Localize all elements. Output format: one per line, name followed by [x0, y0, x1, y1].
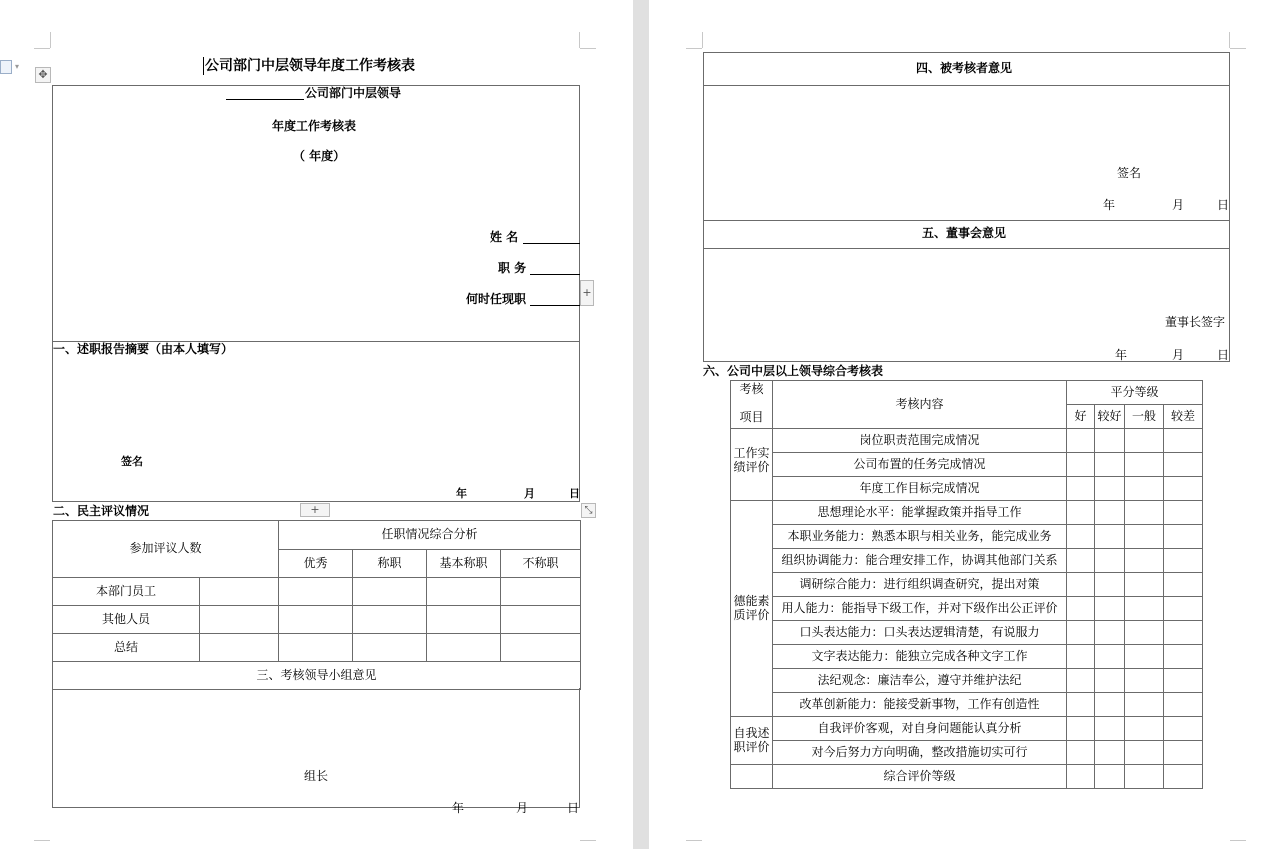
- final-row-label: 综合评价等级: [773, 765, 1067, 789]
- table-cell[interactable]: [1164, 645, 1203, 669]
- section5-year: 年: [1115, 348, 1128, 362]
- cover-line2: 年度工作考核表: [272, 119, 357, 133]
- table-cell[interactable]: [1164, 477, 1203, 501]
- section3-year: 年: [452, 801, 465, 815]
- document-icon[interactable]: [0, 60, 12, 74]
- crop-mark: [580, 840, 596, 841]
- page-gutter: [633, 0, 649, 849]
- section3-leader: 组长: [304, 769, 329, 783]
- group-label-line2: 绩评价: [733, 459, 770, 474]
- section1-title: 一、述职报告摘要（由本人填写）: [53, 342, 234, 356]
- section4-sign: 签名: [1117, 166, 1142, 180]
- table-cell[interactable]: [1164, 717, 1203, 741]
- since-field[interactable]: [530, 305, 580, 306]
- crop-mark: [34, 48, 50, 49]
- chevron-down-icon[interactable]: ▾: [15, 62, 20, 71]
- section6-title: 六、公司中层以上领导综合考核表: [703, 364, 884, 378]
- content-header: 考核内容: [773, 381, 1067, 429]
- section4-year: 年: [1103, 198, 1116, 212]
- section5-sign: 董事长签字: [1165, 315, 1226, 329]
- grade-level-header: 平分等级: [1067, 381, 1203, 405]
- table-cell[interactable]: [1125, 717, 1164, 741]
- table-cell[interactable]: [1125, 453, 1164, 477]
- table-cell[interactable]: [1095, 717, 1125, 741]
- criteria-item: 对今后努力方向明确，整改措施切实可行: [773, 741, 1067, 765]
- criteria-item: 改革创新能力：能接受新事物，工作有创造性: [773, 693, 1067, 717]
- table-cell[interactable]: [1067, 765, 1095, 789]
- table-cell[interactable]: [1067, 453, 1095, 477]
- table-cell[interactable]: [1125, 477, 1164, 501]
- row-label: 其他人员: [53, 606, 200, 634]
- table-cell[interactable]: [1164, 765, 1203, 789]
- group-label-line2: 职评价: [733, 739, 770, 754]
- group-label-line2: 质评价: [733, 607, 770, 622]
- section3-day: 日: [567, 801, 580, 815]
- add-column-button[interactable]: +: [580, 280, 594, 306]
- table-cell[interactable]: [1067, 669, 1095, 693]
- section5-month: 月: [1172, 348, 1185, 362]
- section5-day: 日: [1217, 348, 1230, 362]
- table-cell[interactable]: [1067, 429, 1095, 453]
- table-cell[interactable]: [501, 578, 581, 606]
- table-cell[interactable]: [1125, 741, 1164, 765]
- table-cell[interactable]: [1095, 669, 1125, 693]
- table-cell[interactable]: [1125, 765, 1164, 789]
- table-cell[interactable]: [1067, 717, 1095, 741]
- table-cell[interactable]: [1067, 597, 1095, 621]
- table-cell[interactable]: [1125, 621, 1164, 645]
- table-cell[interactable]: [1164, 693, 1203, 717]
- section5-box: [703, 220, 1230, 362]
- section3-date-clip: [440, 799, 580, 815]
- table-cell[interactable]: [1095, 477, 1125, 501]
- grade-header: 不称职: [501, 550, 581, 578]
- table-cell[interactable]: [1095, 501, 1125, 525]
- table-cell[interactable]: [200, 578, 279, 606]
- table-cell[interactable]: [1095, 645, 1125, 669]
- crop-mark: [1230, 840, 1246, 841]
- table-cell[interactable]: [1067, 573, 1095, 597]
- crop-mark: [686, 840, 702, 841]
- table-cell[interactable]: [1095, 549, 1125, 573]
- table-cell[interactable]: [279, 578, 353, 606]
- table-cell[interactable]: [1095, 597, 1125, 621]
- table-cell[interactable]: [1125, 549, 1164, 573]
- item-header: [731, 381, 773, 429]
- grade-header: 称职: [353, 550, 427, 578]
- table-cell[interactable]: [279, 606, 353, 634]
- table-cell[interactable]: [1095, 453, 1125, 477]
- table-cell[interactable]: [1125, 501, 1164, 525]
- section1-month: 月: [524, 487, 535, 500]
- position-field[interactable]: [530, 274, 580, 275]
- section4-day: 日: [1217, 198, 1230, 212]
- group-label: [731, 717, 773, 765]
- table-cell[interactable]: [1095, 741, 1125, 765]
- criteria-item: 自我评价客观，对自身问题能认真分析: [773, 717, 1067, 741]
- section2-title: 二、民主评议情况: [53, 504, 150, 518]
- table-cell[interactable]: [1125, 669, 1164, 693]
- table-cell[interactable]: [1164, 501, 1203, 525]
- group-label: [731, 501, 773, 717]
- table-cell[interactable]: [1164, 525, 1203, 549]
- group-label: [731, 429, 773, 501]
- crop-mark: [34, 840, 50, 841]
- evaluation-table: [52, 520, 581, 690]
- table-cell[interactable]: [1067, 525, 1095, 549]
- row-label: 总结: [53, 634, 200, 662]
- analysis-header: 任职情况综合分析: [279, 521, 581, 550]
- grade-header: 较好: [1095, 405, 1125, 429]
- table-cell[interactable]: [501, 606, 581, 634]
- table-cell[interactable]: [1164, 741, 1203, 765]
- table-cell[interactable]: [1095, 693, 1125, 717]
- section5-title: 五、董事会意见: [922, 226, 1007, 240]
- resize-table-icon[interactable]: ⤡: [581, 503, 596, 518]
- criteria-item: 公司布置的任务完成情况: [773, 453, 1067, 477]
- grade-header: 优秀: [279, 550, 353, 578]
- section4-month: 月: [1172, 198, 1185, 212]
- text-cursor: [203, 57, 204, 75]
- since-label: 何时任现职: [466, 292, 527, 306]
- criteria-item: 口头表达能力：口头表达逻辑清楚，有说服力: [773, 621, 1067, 645]
- section4-title: 四、被考核者意见: [916, 61, 1013, 75]
- document-title: 公司部门中层领导年度工作考核表: [205, 58, 415, 74]
- crop-mark: [579, 32, 580, 48]
- grade-header: 一般: [1125, 405, 1164, 429]
- table-cell[interactable]: [200, 634, 279, 662]
- table-cell[interactable]: [1067, 741, 1095, 765]
- name-label: 姓 名: [490, 230, 519, 244]
- table-cell[interactable]: [1095, 765, 1125, 789]
- criteria-item: 思想理论水平：能掌握政策并指导工作: [773, 501, 1067, 525]
- section1-sign: 签名: [121, 455, 143, 468]
- crop-mark: [1230, 48, 1246, 49]
- table-cell[interactable]: [1125, 645, 1164, 669]
- grade-header: 好: [1067, 405, 1095, 429]
- item-header-line2: 项目: [739, 409, 764, 424]
- table-cell[interactable]: [1095, 573, 1125, 597]
- position-label: 职 务: [498, 261, 527, 275]
- table-cell[interactable]: [1067, 549, 1095, 573]
- table-cell[interactable]: [1067, 477, 1095, 501]
- table-cell[interactable]: [427, 606, 501, 634]
- move-table-icon[interactable]: ✥: [35, 67, 51, 83]
- crop-mark: [702, 32, 703, 48]
- table-cell[interactable]: [1164, 669, 1203, 693]
- crop-mark: [1229, 32, 1230, 48]
- criteria-item: 年度工作目标完成情况: [773, 477, 1067, 501]
- item-header-line1: 考核: [739, 382, 764, 396]
- grade-header: 较差: [1164, 405, 1203, 429]
- section3-title: 三、考核领导小组意见: [53, 662, 581, 690]
- table-cell[interactable]: [1067, 501, 1095, 525]
- group-label-line1: 工作实: [733, 446, 770, 460]
- section4-box: [703, 52, 1230, 221]
- criteria-item: 本职业务能力：熟悉本职与相关业务，能完成业务: [773, 525, 1067, 549]
- table-cell[interactable]: [1067, 645, 1095, 669]
- divider: [703, 85, 1230, 86]
- table-cell[interactable]: [1067, 693, 1095, 717]
- section3-month: 月: [516, 801, 529, 815]
- table-cell[interactable]: [1125, 525, 1164, 549]
- table-cell[interactable]: [1164, 453, 1203, 477]
- group-label-line1: 德能素: [733, 593, 770, 608]
- table-cell[interactable]: [353, 578, 427, 606]
- section1-year: 年: [456, 487, 467, 500]
- criteria-item: 组织协调能力：能合理安排工作，协调其他部门关系: [773, 549, 1067, 573]
- section1-box: [52, 341, 580, 502]
- section1-day: 日: [569, 487, 580, 500]
- table-cell[interactable]: [1095, 621, 1125, 645]
- table-cell[interactable]: [1067, 621, 1095, 645]
- criteria-item: 用人能力：能指导下级工作，并对下级作出公正评价: [773, 597, 1067, 621]
- table-cell[interactable]: [1125, 693, 1164, 717]
- comprehensive-table: [730, 380, 1203, 789]
- table-cell[interactable]: [1125, 573, 1164, 597]
- table-cell[interactable]: [1164, 597, 1203, 621]
- table-cell[interactable]: [200, 606, 279, 634]
- table-cell[interactable]: [1164, 621, 1203, 645]
- table-cell[interactable]: [1095, 429, 1125, 453]
- table-cell[interactable]: [427, 578, 501, 606]
- table-cell[interactable]: [501, 634, 581, 662]
- section3-box: [52, 688, 580, 808]
- table-cell[interactable]: [353, 634, 427, 662]
- table-cell[interactable]: [1125, 429, 1164, 453]
- name-field[interactable]: [523, 243, 580, 244]
- add-row-button[interactable]: +: [300, 503, 330, 517]
- participants-header: 参加评议人数: [53, 521, 279, 578]
- table-cell[interactable]: [1125, 597, 1164, 621]
- criteria-item: 文字表达能力：能独立完成各种文字工作: [773, 645, 1067, 669]
- table-cell[interactable]: [1164, 573, 1203, 597]
- company-name-blank[interactable]: [226, 99, 304, 100]
- cover-line3: （ 年度）: [293, 149, 346, 163]
- criteria-item: 岗位职责范围完成情况: [773, 429, 1067, 453]
- table-cell[interactable]: [731, 765, 773, 789]
- crop-mark: [686, 48, 702, 49]
- table-cell[interactable]: [427, 634, 501, 662]
- criteria-item: 调研综合能力：进行组织调查研究，提出对策: [773, 573, 1067, 597]
- group-label-line1: 自我述: [733, 725, 770, 740]
- table-cell[interactable]: [1164, 549, 1203, 573]
- table-cell[interactable]: [1164, 429, 1203, 453]
- row-label: 本部门员工: [53, 578, 200, 606]
- grade-header: 基本称职: [427, 550, 501, 578]
- crop-mark: [50, 32, 51, 48]
- table-cell[interactable]: [353, 606, 427, 634]
- crop-mark: [580, 48, 596, 49]
- table-cell[interactable]: [1095, 525, 1125, 549]
- table-cell[interactable]: [279, 634, 353, 662]
- criteria-item: 法纪观念：廉洁奉公，遵守并维护法纪: [773, 669, 1067, 693]
- divider: [703, 248, 1230, 249]
- cover-line1: 公司部门中层领导: [305, 86, 402, 100]
